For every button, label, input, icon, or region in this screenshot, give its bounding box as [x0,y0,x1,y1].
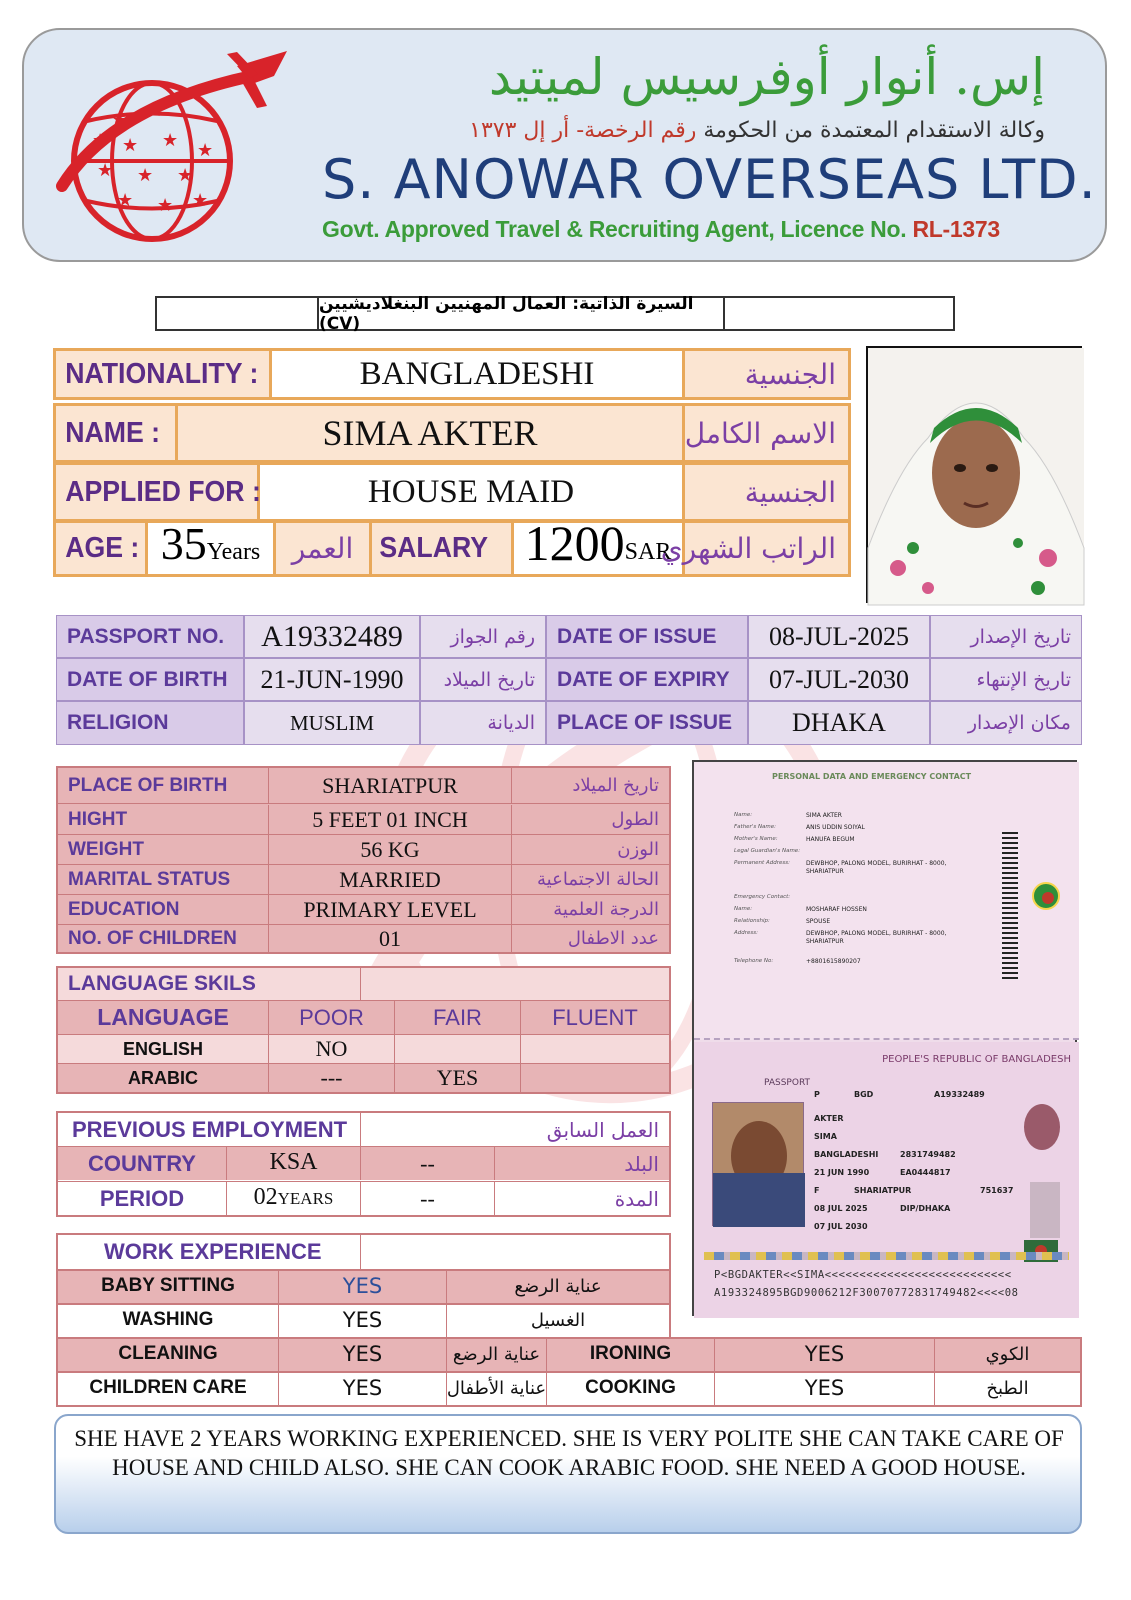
passport-bio-code2: 751637 [980,1186,1014,1195]
employment-ar: المدة [614,1186,659,1211]
passport-bio-issue: 08 JUL 2025 [814,1204,868,1213]
language-cell [394,1063,520,1092]
employment-title: PREVIOUS EMPLOYMENT [72,1116,348,1142]
detail-ar-cell [512,835,669,865]
applied-ar-cell [682,465,848,519]
salary-ar: الراتب الشهري [660,532,836,565]
religion-value-cell [244,701,420,745]
name-ar: الاسم الكامل [684,416,836,450]
passport-field-key: Telephone No: [734,958,774,964]
employment-label-cell [58,1181,226,1215]
place-issue-value-cell [748,701,930,745]
detail-ar: الطول [611,809,659,830]
work-label: WASHING [122,1309,214,1330]
employment-ar-cell [494,1146,669,1180]
religion-ar: الديانة [487,712,535,734]
detail-label-cell [58,768,268,804]
age-value: 35 [160,518,207,569]
language-cell [394,1034,520,1063]
expiry-label-cell [546,658,748,701]
employment-value-cell [226,1146,360,1180]
detail-value-cell [268,768,512,804]
salary-value-cell [514,515,682,574]
cv-title-bar [155,293,955,334]
detail-value: 56 KG [360,836,420,862]
passport-mrz [714,1266,1019,1302]
work-label-cell [58,1269,278,1303]
work-wide-cell [934,1337,1080,1371]
passport-scan [692,760,1077,1316]
nationality-ar: الجنسية [744,357,836,391]
language-value: NO [315,1036,348,1061]
passport-bio-code: BGD [854,1090,874,1099]
detail-ar: الحالة الاجتماعية [537,869,659,890]
header-arabic-name: إس. أنوار أوفرسيس لميتيد [488,48,1045,106]
work-wide-value: الطبخ [986,1377,1029,1399]
work-wide-cell [714,1337,934,1371]
passport-word: PASSPORT [764,1078,811,1088]
language-value: ARABIC [128,1067,198,1088]
age-unit: Years [206,539,261,565]
detail-label-cell [58,925,268,953]
detail-label: PLACE OF BIRTH [68,774,228,796]
applied-value: HOUSE MAID [367,473,575,510]
language-title-blank [360,968,669,1000]
work-title-cell [58,1235,360,1269]
passport-field-key: Mother's Name: [734,836,778,842]
work-title: WORK EXPERIENCE [104,1239,322,1264]
employment-label-cell [58,1146,226,1180]
expiry-ar: تاريخ الإنتهاء [976,668,1071,691]
header-tagline-text: Govt. Approved Travel & Recruiting Agent, Licence No. [322,216,913,242]
age-label-cell [56,523,148,574]
dob-ar: تاريخ الميلاد [443,668,535,691]
employment-extra: -- [420,1185,435,1211]
detail-ar-cell [512,925,669,953]
work-wide-cell [446,1337,546,1371]
name-ar-cell [682,406,848,460]
passport-ghost-photo [1030,1182,1060,1238]
work-value: YES [342,1308,383,1332]
bangladesh-seal-icon [1032,882,1060,910]
passport-bio-surname: AKTER [814,1114,844,1123]
detail-ar: الدرجة العلمية [553,899,659,920]
passport-no-label: PASSPORT NO. [67,624,225,648]
passport-field-value: DEWBHOP, PALONG MODEL, BURIRHAT - 8000, SHARIATPUR [806,860,947,875]
employment-label: COUNTRY [88,1150,196,1176]
detail-ar-cell [512,768,669,804]
passport-field-value: SIMA AKTER [806,812,842,819]
passport-barcode [1002,832,1018,982]
work-ar-cell [446,1269,669,1303]
nationality-ar-cell [682,351,848,397]
age-label: AGE : [65,532,140,564]
age-value-cell [148,518,276,574]
svg-text:★: ★ [122,135,139,156]
detail-label-cell [58,865,268,895]
passport-field-key: Relationship: [734,918,770,924]
applied-row [53,462,851,522]
work-wide-cell [58,1337,278,1371]
work-value-cell [278,1303,446,1337]
detail-value-cell [268,835,512,865]
svg-text:★: ★ [92,130,109,151]
passport-bio-prev-passport: EA0444817 [900,1168,951,1177]
language-header-cell [394,1000,520,1034]
detail-label-cell [58,895,268,925]
svg-text:★: ★ [177,165,194,186]
passport-bio-place-birth: SHARIATPUR [854,1186,912,1195]
name-label: NAME : [65,416,161,449]
work-ar: عناية الرضع [514,1275,602,1297]
detail-value: 5 FEET 01 INCH [312,806,468,832]
work-wide-value: YES [804,1376,845,1400]
svg-text:★: ★ [157,195,174,216]
detail-value: PRIMARY LEVEL [303,896,477,922]
work-wide-value: عناية الأطفال [446,1377,547,1399]
work-wide-value: الكوي [985,1343,1030,1365]
work-wide-value: YES [342,1342,383,1366]
work-wide-value: YES [804,1342,845,1366]
work-ar-cell [446,1303,669,1337]
name-label-cell [56,406,178,460]
language-header-cell [268,1000,394,1034]
passport-mrz-line1: P<BGDAKTER<<SIMA<<<<<<<<<<<<<<<<<<<<<<<<<<< [714,1269,1012,1281]
place-issue-ar-cell [930,701,1082,745]
age-ar-cell [276,523,372,574]
employment-unit: YEARS [277,1189,334,1208]
svg-text:★: ★ [137,165,154,186]
detail-value: 01 [379,925,401,951]
language-header-cell [520,1000,669,1034]
passport-bio-expiry: 07 JUL 2030 [814,1222,868,1231]
age-ar: العمر [291,532,354,565]
employment-extra: -- [420,1150,435,1176]
passport-no-ar-cell [420,615,546,658]
language-title-cell [58,968,360,1000]
detail-label: MARITAL STATUS [68,868,231,890]
salary-label: SALARY [379,532,489,564]
passport-no-label-cell [56,615,244,658]
issue-date-ar: تاريخ الإصدار [970,625,1071,648]
work-wide-value: CLEANING [118,1343,218,1364]
salary-label-cell [372,523,514,574]
salary-value: 1200 [524,515,625,571]
nationality-label: NATIONALITY : [65,357,259,390]
passport-bio-dob: 21 JUN 1990 [814,1168,870,1177]
language-header: POOR [299,1004,364,1030]
work-wide-cell [278,1371,446,1405]
work-wide-cell [58,1371,278,1405]
work-value: YES [342,1274,383,1298]
cv-title: السيرة الذاتية: العمال المهنيين البنغلاديشيين (CV) [317,298,725,329]
header-arabic-prefix: وكالة الاستقدام المعتمدة من الحكومة [696,118,1045,143]
nationality-value: BANGLADESHI [359,355,595,392]
passport-security-strip [704,1252,1069,1260]
header-licence-no: RL-1373 [912,216,1000,242]
religion-label: RELIGION [67,711,169,734]
passport-bio-page [694,1042,1079,1318]
detail-value: SHARIATPUR [322,772,458,798]
work-label-cell [58,1303,278,1337]
language-cell [58,1034,268,1063]
work-wide-cell [934,1371,1080,1405]
svg-text:★: ★ [112,110,129,131]
passport-field-key: Permanent Address: [734,860,790,866]
language-cell [268,1034,394,1063]
passport-no-value-cell [244,615,420,658]
passport-bio-nationality: BANGLADESHI [814,1150,879,1159]
detail-label-cell [58,835,268,865]
detail-ar-cell [512,865,669,895]
passport-mrz-line2: A193324895BGD9006212F30070772831749482<<<<08 [714,1287,1019,1299]
issue-date-label-cell [546,615,748,658]
applied-ar: الجنسية [744,475,836,509]
svg-text:★: ★ [97,160,114,181]
passport-field-value: DEWBHOP, PALONG MODEL, BURIRHAT - 8000, SHARIATPUR [806,930,947,945]
applicant-photo [866,346,1082,603]
age-salary-row [53,515,851,577]
passport-field-value: HANUFA BEGUM [806,836,855,843]
company-header [22,28,1107,262]
svg-text:★: ★ [117,190,134,211]
work-wide-value: COOKING [585,1377,676,1398]
passport-photo [712,1102,804,1226]
religion-label-cell [56,701,244,745]
issue-date-ar-cell [930,615,1082,658]
passport-bio-number: A19332489 [934,1090,985,1099]
work-title-blank [360,1235,669,1269]
language-value: YES [436,1065,479,1090]
salary-unit: SAR [624,539,672,565]
passport-bio-given: SIMA [814,1132,837,1141]
employment-value: 02 [253,1184,278,1210]
language-value: --- [320,1065,343,1090]
name-row [53,403,851,463]
detail-ar: تاريخ الميلاد [572,775,659,796]
company-logo [52,46,292,246]
language-cell [268,1063,394,1092]
place-issue-value: DHAKA [792,708,886,737]
passport-bio-type: P [814,1090,820,1099]
language-cell [520,1063,669,1092]
detail-label: HIGHT [68,808,128,830]
place-issue-label: PLACE OF ISSUE [557,711,733,734]
passport-field-key: Father's Name: [734,824,777,830]
detail-label: EDUCATION [68,898,180,920]
language-cell [520,1034,669,1063]
header-tagline [322,216,1000,243]
issue-date-label: DATE OF ISSUE [557,624,717,648]
detail-value-cell [268,805,512,835]
detail-label: WEIGHT [68,838,144,860]
language-title: LANGUAGE SKILS [68,972,256,995]
applied-value-cell [260,465,682,519]
work-wide-value: IRONING [589,1343,672,1364]
detail-ar: عدد الاطفال [567,928,659,949]
nationality-row [53,348,851,400]
work-wide-cell [546,1337,714,1371]
passport-country-line: PEOPLE'S REPUBLIC OF BANGLADESH [882,1054,1071,1065]
detail-label-cell [58,805,268,835]
passport-field-key: Address: [734,930,758,936]
work-ar: الغسيل [530,1309,586,1331]
detail-value-cell [268,895,512,925]
passport-hologram-face [1024,1104,1060,1150]
work-wide-cell [446,1371,546,1405]
dob-value-cell [244,658,420,701]
passport-field-key: Emergency Contact: [734,894,791,900]
work-value-cell [278,1269,446,1303]
applicant-photo-illustration [868,348,1084,605]
dob-label: DATE OF BIRTH [67,667,228,691]
detail-value-cell [268,925,512,953]
language-header: FLUENT [552,1004,638,1030]
employment-title-ar-cell [360,1113,669,1146]
religion-ar-cell [420,701,546,745]
work-label: BABY SITTING [101,1275,235,1296]
nationality-label-cell [56,351,272,397]
passport-data-page [694,762,1079,1040]
language-header: LANGUAGE [97,1004,229,1030]
employment-extra-cell [360,1181,494,1215]
nationality-value-cell [272,351,682,397]
header-arabic-subtitle [469,118,1045,143]
passport-bio-sex: F [814,1186,820,1195]
language-cell [58,1063,268,1092]
work-wide-cell [278,1337,446,1371]
passport-field-value: MOSHARAF HOSSEN [806,906,867,913]
detail-value-cell [268,865,512,895]
expiry-label: DATE OF EXPIRY [557,667,730,691]
issue-date-value-cell [748,615,930,658]
work-wide-cell [714,1371,934,1405]
dob-ar-cell [420,658,546,701]
place-issue-ar: مكان الإصدار [967,712,1071,734]
employment-title-ar: العمل السابق [546,1117,659,1142]
language-value: ENGLISH [122,1038,203,1059]
employment-ar: البلد [624,1151,659,1176]
applied-label-cell [56,465,260,519]
passport-data-title: PERSONAL DATA AND EMERGENCY CONTACT [772,772,972,781]
passport-bio-authority: DIP/DHAKA [900,1204,951,1213]
work-wide-value: CHILDREN CARE [89,1377,247,1398]
svg-text:★: ★ [192,190,209,211]
expiry-value-cell [748,658,930,701]
passport-field-key: Name: [734,906,753,912]
expiry-value: 07-JUL-2030 [768,664,910,694]
salary-ar-cell [660,523,848,574]
passport-field-value: +8801615890207 [806,958,861,965]
svg-text:★: ★ [162,130,179,151]
dob-value: 21-JUN-1990 [260,664,404,694]
note-text: SHE HAVE 2 YEARS WORKING EXPERIENCED. SHE IS VERY POLITE SHE CAN TAKE CARE OF HOUSE AND CHILD ALSO. SHE CAN COOK ARABIC FOOD. SHE NEED A GOOD HOUSE. [74,1426,1064,1480]
language-header: FAIR [433,1004,482,1030]
passport-field-key: Name: [734,812,753,818]
passport-no-ar: رقم الجواز [450,625,535,648]
passport-field-key: Legal Guardian's Name: [734,848,801,854]
work-wide-cell [546,1371,714,1405]
header-arabic-licence: رقم الرخصة- أر إل ١٣٧٣ [469,118,697,143]
detail-ar-cell [512,895,669,925]
header-english-name: S. ANOWAR OVERSEAS LTD. [322,148,1097,211]
employment-extra-cell [360,1146,494,1180]
passport-no-value: A19332489 [261,619,403,653]
svg-text:★: ★ [197,140,214,161]
religion-value: MUSLIM [289,710,374,735]
dob-label-cell [56,658,244,701]
employment-ar-cell [494,1181,669,1215]
applied-label: APPLIED FOR : [65,475,261,508]
passport-field-value: ANIS UDDIN SOIYAL [806,824,865,831]
name-value: SIMA AKTER [322,413,538,453]
issue-date-value: 08-JUL-2025 [768,621,910,651]
svg-text:★: ★ [147,100,164,121]
expiry-ar-cell [930,658,1082,701]
detail-ar-cell [512,805,669,835]
employment-value-cell [226,1181,360,1215]
detail-label: NO. OF CHILDREN [68,927,237,949]
passport-field-value: SPOUSE [806,918,831,925]
detail-ar: الوزن [617,839,659,860]
detail-value: MARRIED [339,866,441,892]
passport-bio-personal-no: 2831749482 [900,1150,956,1159]
work-wide-value: YES [342,1376,383,1400]
place-issue-label-cell [546,701,748,745]
language-header-cell [58,1000,268,1034]
name-value-cell [178,406,682,460]
employment-label: PERIOD [99,1185,185,1211]
employment-title-cell [58,1113,360,1146]
employment-value: KSA [269,1149,318,1175]
work-wide-value: عناية الرضع [452,1343,541,1365]
